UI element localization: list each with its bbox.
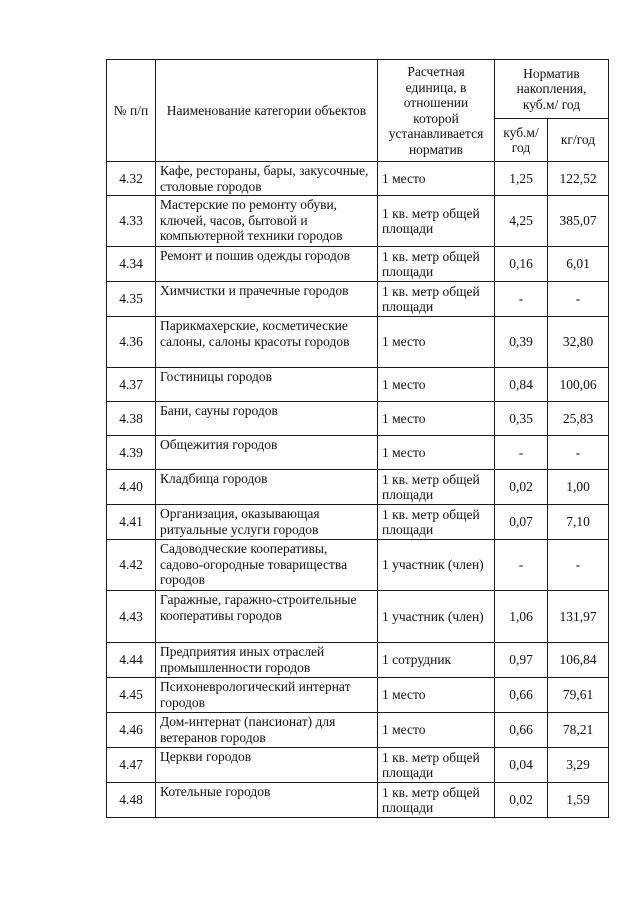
row-unit: 1 место: [378, 368, 495, 402]
row-volume: 4,25: [495, 196, 548, 247]
row-unit: 1 сотрудник: [378, 643, 495, 678]
table-header: [107, 60, 609, 162]
row-unit: 1 место: [378, 402, 495, 436]
table-row: [107, 783, 609, 818]
row-unit: 1 место: [378, 317, 495, 368]
row-mass: 106,84: [548, 643, 609, 678]
row-volume: 0,04: [495, 748, 548, 783]
table-row: [107, 591, 609, 643]
table-row: [107, 436, 609, 470]
row-category-name: Церкви городов: [156, 748, 378, 783]
row-category-name: Психоневрологический интернат городов: [156, 678, 378, 713]
row-category-name: Кафе, рестораны, бары, закусочные, столовые городов: [156, 162, 378, 196]
row-mass: 32,80: [548, 317, 609, 368]
table-row: [107, 368, 609, 402]
row-number: 4.39: [107, 436, 156, 470]
row-volume: 0,66: [495, 678, 548, 713]
row-unit: 1 место: [378, 713, 495, 748]
row-category-name: Ремонт и пошив одежды городов: [156, 247, 378, 282]
row-category-name: Гостиницы городов: [156, 368, 378, 402]
header-name: Наименование категории объектов: [156, 60, 378, 162]
row-mass: 1,00: [548, 470, 609, 505]
row-number: 4.38: [107, 402, 156, 436]
row-mass: 3,29: [548, 748, 609, 783]
table-row: [107, 196, 609, 247]
header-mass: кг/год: [548, 119, 609, 162]
row-volume: -: [495, 540, 548, 591]
header-vol: куб.м/ год: [495, 119, 548, 162]
header-unit: Расчетная единица, в отношении которой устанавливается норматив: [378, 60, 495, 162]
row-unit: 1 кв. метр общей площади: [378, 470, 495, 505]
row-mass: -: [548, 436, 609, 470]
row-volume: 0,84: [495, 368, 548, 402]
row-number: 4.45: [107, 678, 156, 713]
table-row: [107, 282, 609, 317]
row-unit: 1 кв. метр общей площади: [378, 282, 495, 317]
row-number: 4.46: [107, 713, 156, 748]
table-row: [107, 540, 609, 591]
row-number: 4.36: [107, 317, 156, 368]
row-number: 4.32: [107, 162, 156, 196]
norm-table: [106, 59, 609, 818]
row-mass: -: [548, 540, 609, 591]
row-number: 4.48: [107, 783, 156, 818]
row-category-name: Гаражные, гаражно-строительные кооперативы городов: [156, 591, 378, 643]
row-category-name: Химчистки и прачечные городов: [156, 282, 378, 317]
row-mass: 385,07: [548, 196, 609, 247]
row-mass: 6,01: [548, 247, 609, 282]
table-row: [107, 678, 609, 713]
row-unit: 1 место: [378, 436, 495, 470]
row-volume: -: [495, 282, 548, 317]
row-unit: 1 участник (член): [378, 540, 495, 591]
row-category-name: Предприятия иных отраслей промышленности городов: [156, 643, 378, 678]
row-mass: -: [548, 282, 609, 317]
row-mass: 79,61: [548, 678, 609, 713]
table-row: [107, 643, 609, 678]
row-category-name: Дом-интернат (пансионат) для ветеранов городов: [156, 713, 378, 748]
row-category-name: Организация, оказывающая ритуальные услуги городов: [156, 505, 378, 540]
table-row: [107, 505, 609, 540]
row-mass: 7,10: [548, 505, 609, 540]
table-body: [107, 162, 609, 818]
row-mass: 122,52: [548, 162, 609, 196]
row-volume: 0,02: [495, 783, 548, 818]
row-category-name: Общежития городов: [156, 436, 378, 470]
row-unit: 1 кв. метр общей площади: [378, 196, 495, 247]
row-unit: 1 кв. метр общей площади: [378, 748, 495, 783]
table-row: [107, 713, 609, 748]
row-category-name: Бани, сауны городов: [156, 402, 378, 436]
row-number: 4.41: [107, 505, 156, 540]
row-number: 4.42: [107, 540, 156, 591]
row-unit: 1 участник (член): [378, 591, 495, 643]
row-category-name: Парикмахерские, косметические салоны, салоны красоты городов: [156, 317, 378, 368]
header-norm: Норматив накопления, куб.м/ год: [495, 60, 609, 119]
row-volume: 1,06: [495, 591, 548, 643]
row-unit: 1 кв. метр общей площади: [378, 783, 495, 818]
row-mass: 100,06: [548, 368, 609, 402]
row-number: 4.37: [107, 368, 156, 402]
row-unit: 1 место: [378, 678, 495, 713]
table-row: [107, 748, 609, 783]
row-volume: 0,02: [495, 470, 548, 505]
row-volume: 0,07: [495, 505, 548, 540]
row-unit: 1 кв. метр общей площади: [378, 247, 495, 282]
row-category-name: Котельные городов: [156, 783, 378, 818]
row-volume: 0,16: [495, 247, 548, 282]
row-volume: 0,66: [495, 713, 548, 748]
row-number: 4.47: [107, 748, 156, 783]
row-unit: 1 кв. метр общей площади: [378, 505, 495, 540]
table-row: [107, 402, 609, 436]
row-mass: 1,59: [548, 783, 609, 818]
row-number: 4.33: [107, 196, 156, 247]
table-row: [107, 470, 609, 505]
row-mass: 25,83: [548, 402, 609, 436]
table-row: [107, 247, 609, 282]
row-category-name: Мастерские по ремонту обуви, ключей, часов, бытовой и компьютерной техники городов: [156, 196, 378, 247]
table-row: [107, 317, 609, 368]
header-num: № п/п: [107, 60, 156, 162]
row-unit: 1 место: [378, 162, 495, 196]
row-mass: 131,97: [548, 591, 609, 643]
table-row: [107, 162, 609, 196]
row-number: 4.35: [107, 282, 156, 317]
row-volume: 0,35: [495, 402, 548, 436]
row-category-name: Садоводческие кооперативы, садово-огородные товарищества городов: [156, 540, 378, 591]
row-number: 4.34: [107, 247, 156, 282]
row-volume: 1,25: [495, 162, 548, 196]
row-number: 4.40: [107, 470, 156, 505]
row-mass: 78,21: [548, 713, 609, 748]
row-volume: -: [495, 436, 548, 470]
row-number: 4.43: [107, 591, 156, 643]
row-number: 4.44: [107, 643, 156, 678]
row-category-name: Кладбища городов: [156, 470, 378, 505]
row-volume: 0,97: [495, 643, 548, 678]
row-volume: 0,39: [495, 317, 548, 368]
